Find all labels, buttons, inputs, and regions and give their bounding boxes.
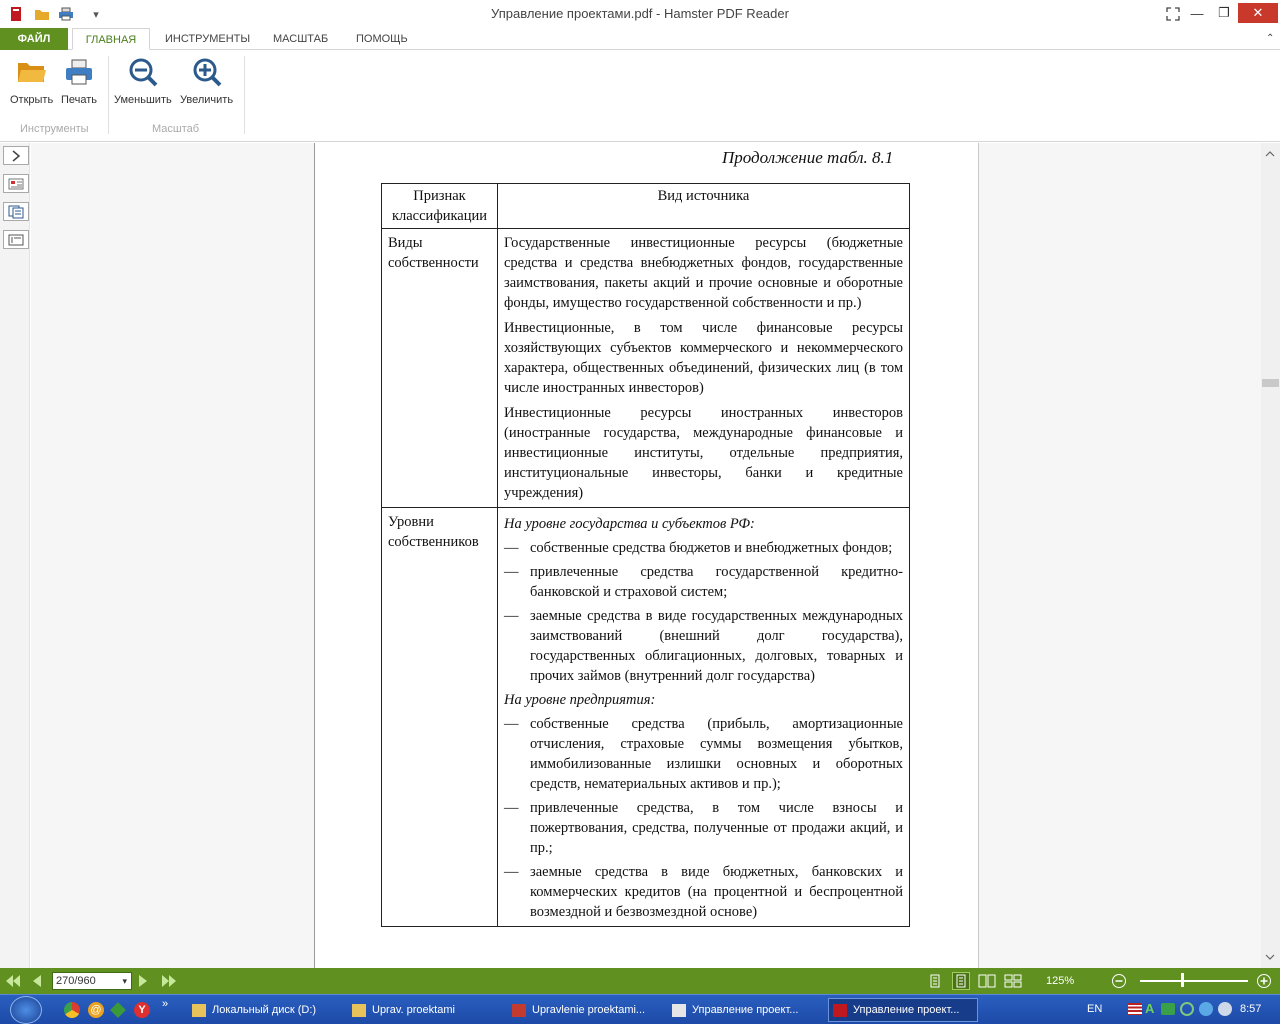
tab-home[interactable]: ГЛАВНАЯ bbox=[72, 28, 150, 50]
quick-access-dropdown-icon[interactable]: ▾ bbox=[93, 8, 99, 21]
close-button[interactable]: ✕ bbox=[1238, 3, 1278, 23]
document-icon bbox=[512, 1004, 526, 1017]
status-bar bbox=[0, 968, 1280, 994]
plus-circle-icon bbox=[1256, 973, 1272, 989]
zoom-slider-knob[interactable] bbox=[1181, 973, 1184, 987]
ribbon bbox=[0, 50, 1280, 142]
row-label-owner-levels: Уровни собственников bbox=[382, 508, 498, 927]
prev-page-button[interactable] bbox=[30, 972, 44, 990]
next-page-icon bbox=[137, 974, 149, 988]
first-page-icon bbox=[4, 974, 22, 988]
zoom-in-label: Увеличить bbox=[180, 94, 234, 106]
header-source-type: Вид источника bbox=[498, 184, 910, 229]
bookmarks-icon bbox=[8, 234, 24, 246]
tab-tools[interactable]: ИНСТРУМЕНТЫ bbox=[165, 33, 251, 45]
zoom-level: 125% bbox=[1046, 975, 1075, 987]
zoom-plus-button[interactable] bbox=[1256, 972, 1272, 990]
app-icon[interactable] bbox=[110, 1002, 126, 1018]
zoom-out-button[interactable] bbox=[114, 56, 172, 106]
table-row bbox=[382, 508, 910, 927]
last-page-icon bbox=[160, 974, 178, 988]
zoom-slider-track[interactable] bbox=[1140, 980, 1248, 982]
table-row bbox=[382, 229, 910, 508]
page-number-value: 270/960 bbox=[56, 975, 96, 987]
list-item: — заемные средства в виде бюджетных, банковских и коммерческих кредитов (на процентной и беспроцентной возмездной и безвозмездной основе) bbox=[504, 864, 903, 920]
fullscreen-icon[interactable] bbox=[1163, 4, 1183, 24]
open-label: Открыть bbox=[10, 94, 54, 106]
chevron-down-icon[interactable]: ▾ bbox=[122, 976, 127, 986]
zoom-in-icon bbox=[191, 56, 223, 88]
row-content-ownership bbox=[498, 229, 910, 508]
pdf-icon bbox=[833, 1004, 847, 1017]
prev-page-icon bbox=[31, 974, 43, 988]
start-button[interactable] bbox=[10, 996, 42, 1024]
tab-help[interactable]: ПОМОЩЬ bbox=[356, 33, 408, 45]
zoom-out-label: Уменьшить bbox=[114, 94, 172, 106]
tray-sync-icon[interactable] bbox=[1180, 1002, 1194, 1016]
taskbar-item[interactable]: Локальный диск (D:) bbox=[188, 998, 340, 1022]
continuous-view-button[interactable] bbox=[952, 972, 970, 990]
folder-icon bbox=[192, 1004, 206, 1017]
mail-icon[interactable]: @ bbox=[88, 1002, 104, 1018]
side-panel-bar bbox=[0, 143, 30, 968]
list-item: — привлеченные средства государственной кредитно-банковской и страховой систем; bbox=[504, 564, 903, 600]
last-page-button[interactable] bbox=[160, 972, 178, 990]
first-page-button[interactable] bbox=[4, 972, 22, 990]
tray-volume-icon[interactable] bbox=[1218, 1002, 1232, 1016]
single-page-view-button[interactable] bbox=[928, 972, 942, 990]
collapse-ribbon-icon[interactable]: ⌃ bbox=[1266, 33, 1275, 44]
subheading-state-level: На уровне государства и субъектов РФ: bbox=[504, 516, 755, 532]
group-label-tools: Инструменты bbox=[20, 123, 89, 135]
chevron-right-icon bbox=[11, 150, 21, 162]
tab-scale[interactable]: МАСШТАБ bbox=[273, 33, 329, 45]
vertical-scrollbar[interactable] bbox=[1261, 143, 1280, 968]
list-item: — заемные средства в виде государственных международных заимствований (внешний долг государства), государственных облигационных, долговых, товарных и прочих займов (внутренний долг государства) bbox=[504, 608, 903, 684]
ribbon-separator bbox=[244, 56, 245, 134]
print-button[interactable] bbox=[61, 56, 97, 106]
page-number-input[interactable] bbox=[52, 972, 132, 990]
folder-icon bbox=[352, 1004, 366, 1017]
pages-icon bbox=[8, 205, 24, 219]
flag-icon[interactable] bbox=[1128, 1003, 1142, 1015]
thumbnails-button[interactable] bbox=[3, 174, 29, 193]
tray-network-icon[interactable] bbox=[1199, 1002, 1213, 1016]
tray-app-icon[interactable]: A bbox=[1145, 1001, 1155, 1016]
minimize-button[interactable]: — bbox=[1190, 5, 1204, 21]
table-header-row bbox=[382, 184, 910, 229]
zoom-out-icon bbox=[127, 56, 159, 88]
chrome-icon[interactable] bbox=[64, 1002, 80, 1018]
maximize-button[interactable]: ❐ bbox=[1218, 5, 1230, 20]
open-button[interactable] bbox=[10, 56, 53, 106]
continuous-icon bbox=[956, 974, 966, 988]
list-item: — привлеченные средства, в том числе взносы и пожертвования, средства, полученные от продажи акций, и пр.; bbox=[504, 800, 903, 856]
printer-icon bbox=[63, 56, 95, 88]
table-caption: Продолжение табл. 8.1 bbox=[722, 148, 894, 167]
zoom-in-button[interactable] bbox=[180, 56, 233, 106]
row-content-owner-levels bbox=[498, 508, 910, 927]
paragraph: Инвестиционные ресурсы иностранных инвесторов (иностранные государства, международные финансовые и инвестиционные институты, отдельные предприятия, институциональные инвесторы, банки и кредитные учреждения) bbox=[504, 405, 903, 501]
expand-panel-button[interactable] bbox=[3, 146, 29, 165]
header-classification: Признак классификации bbox=[382, 184, 498, 229]
subheading-enterprise-level: На уровне предприятия: bbox=[504, 692, 656, 708]
list-item: — собственные средства (прибыль, амортизационные отчисления, страховые суммы возмещения убытков, иммобилизованные излишки основных и оборотных средств, нематериальных активов и пр.); bbox=[504, 716, 903, 792]
thumbnails-icon bbox=[8, 178, 24, 190]
taskbar-item[interactable]: Управление проект... bbox=[668, 998, 820, 1022]
folder-open-icon bbox=[16, 56, 48, 88]
zoom-minus-button[interactable] bbox=[1111, 972, 1127, 990]
title-bar bbox=[0, 0, 1280, 28]
single-page-icon bbox=[930, 974, 940, 988]
os-taskbar bbox=[0, 994, 1280, 1024]
paragraph: Инвестиционные, в том числе финансовые ресурсы хозяйствующих субъектов коммерческого и некоммерческого характера, общественных объединений, физических лиц (в том числе иностранных инвесторов) bbox=[504, 320, 903, 396]
continuous-facing-view-button[interactable] bbox=[1004, 972, 1022, 990]
facing-view-button[interactable] bbox=[978, 972, 996, 990]
window-title: Управление проектами.pdf - Hamster PDF Reader bbox=[491, 6, 789, 21]
more-icon[interactable]: » bbox=[162, 998, 169, 1010]
group-label-scale: Масштаб bbox=[152, 123, 200, 135]
bookmarks-button[interactable] bbox=[3, 230, 29, 249]
language-indicator[interactable]: EN bbox=[1087, 1003, 1103, 1015]
print-label: Печать bbox=[61, 94, 98, 106]
taskbar-item-active[interactable]: Управление проект... bbox=[828, 998, 978, 1022]
tab-file[interactable]: ФАЙЛ bbox=[0, 28, 68, 50]
document-icon bbox=[672, 1004, 686, 1017]
ribbon-separator bbox=[108, 56, 109, 134]
paragraph: Государственные инвестиционные ресурсы (бюджетные средства и средства внебюджетных фондов, государственные заимствования, пакеты акций и прочие основные и оборотные фонды, имущество государственной собственности и пр.) bbox=[504, 235, 903, 311]
pages-button[interactable] bbox=[3, 202, 29, 221]
taskbar-item[interactable]: Upravlenie proektami... bbox=[508, 998, 660, 1022]
facing-pages-icon bbox=[978, 974, 996, 988]
minus-circle-icon bbox=[1111, 973, 1127, 989]
yandex-icon[interactable]: Y bbox=[134, 1002, 150, 1018]
ribbon-tabs bbox=[0, 28, 1280, 50]
continuous-facing-icon bbox=[1004, 974, 1022, 988]
document-table bbox=[381, 183, 910, 927]
clock[interactable]: 8:57 bbox=[1240, 1003, 1262, 1015]
tray-shield-icon[interactable] bbox=[1161, 1003, 1175, 1015]
next-page-button[interactable] bbox=[136, 972, 150, 990]
taskbar-item[interactable]: Uprav. proektami bbox=[348, 998, 500, 1022]
list-item: — собственные средства бюджетов и внебюджетных фондов; bbox=[504, 540, 893, 556]
row-label-ownership: Виды собственности bbox=[382, 229, 498, 508]
